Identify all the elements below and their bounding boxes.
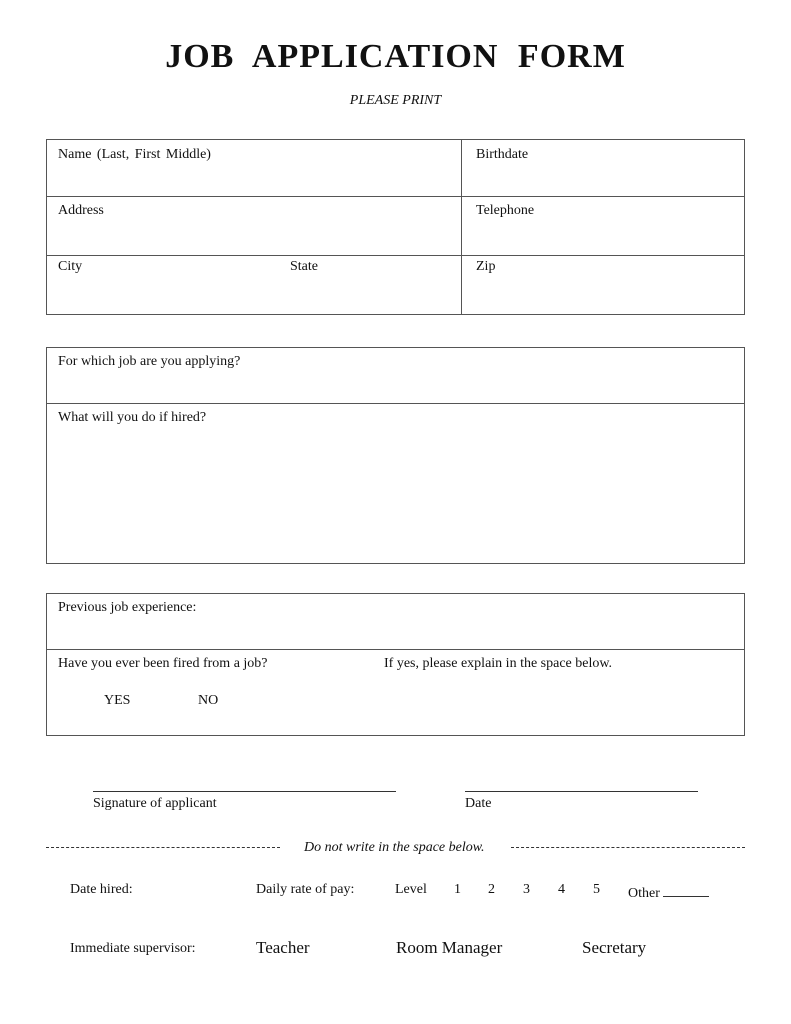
signature-date-line[interactable] [465,791,698,792]
city-field[interactable]: City [58,259,83,274]
supervisor-label: Immediate supervisor: [70,941,196,956]
separator-dash-right [511,847,745,848]
supervisor-option-secretary[interactable]: Secretary [582,938,647,957]
level-option[interactable]: 3 [523,882,530,897]
office-use-notice: Do not write in the space below. [304,840,485,855]
personal-info-box [46,139,745,315]
daily-rate-label: Daily rate of pay: [256,882,355,897]
fired-no-option[interactable]: NO [198,693,219,708]
form-subtitle: PLEASE PRINT [349,93,442,108]
other-rate-field[interactable] [628,882,709,902]
signature-label: Signature of applicant [93,796,217,811]
signature-line[interactable] [93,791,396,792]
birthdate-field[interactable]: Birthdate [476,147,529,162]
other-label: Other [628,886,660,901]
level-option[interactable]: 5 [593,882,600,897]
supervisor-option-teacher[interactable]: Teacher [256,938,310,957]
job-info-box [46,347,745,564]
state-field[interactable]: State [290,259,318,274]
separator-dash-left [46,847,280,848]
explain-label[interactable]: If yes, please explain in the space below. [384,656,613,671]
address-field[interactable]: Address [58,203,104,218]
fired-yes-option[interactable]: YES [104,693,131,708]
zip-field[interactable]: Zip [476,259,496,274]
personal-divider-row1 [46,196,745,197]
level-option[interactable]: 1 [454,882,461,897]
level-option[interactable]: 2 [488,882,495,897]
fired-question-label: Have you ever been fired from a job? [58,656,268,671]
level-option[interactable]: 4 [558,882,565,897]
experience-divider [46,649,745,650]
name-field[interactable]: Name (Last, First Middle) [58,147,211,162]
personal-divider-vertical [461,139,462,315]
telephone-field[interactable]: Telephone [476,203,535,218]
job-hired-field[interactable]: What will you do if hired? [58,410,207,425]
level-label: Level [395,882,427,897]
form-title: JOB APPLICATION FORM [165,38,626,75]
previous-experience-field[interactable]: Previous job experience: [58,600,197,615]
job-divider [46,403,745,404]
signature-date-label: Date [465,796,492,811]
supervisor-option-room-manager[interactable]: Room Manager [396,938,503,957]
other-blank[interactable] [663,882,709,897]
personal-divider-row2 [46,255,745,256]
job-applying-field[interactable]: For which job are you applying? [58,354,241,369]
date-hired-label: Date hired: [70,882,133,897]
